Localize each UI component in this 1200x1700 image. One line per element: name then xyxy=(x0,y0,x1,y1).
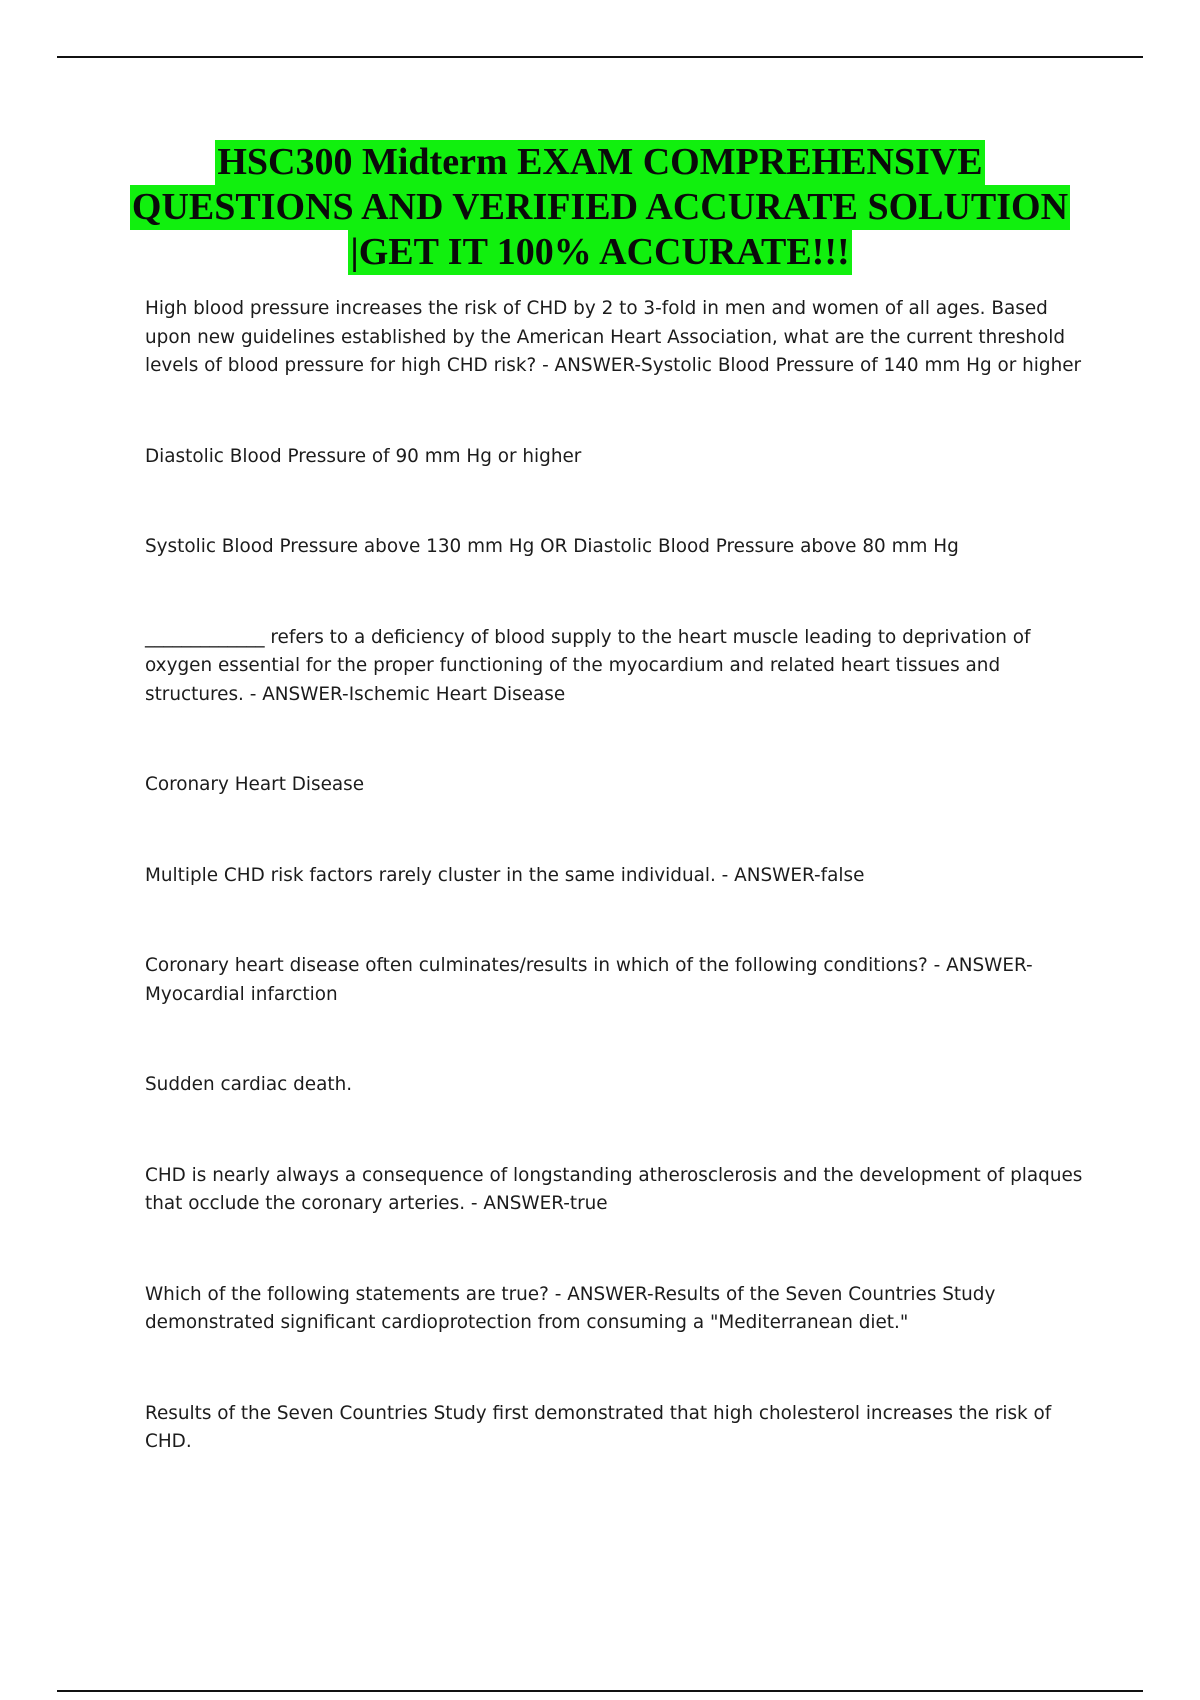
paragraph-2: Diastolic Blood Pressure of 90 mm Hg or higher xyxy=(145,445,582,467)
paragraph-10: Which of the following statements are true? - ANSWER-Results of the Seven Countries Study demonstrated significant cardioprotection from consuming a "Mediterranean diet." xyxy=(145,1283,996,1333)
paragraph-3: Systolic Blood Pressure above 130 mm Hg OR Diastolic Blood Pressure above 80 mm Hg xyxy=(145,536,959,557)
paragraph-9: CHD is nearly always a consequence of longstanding atherosclerosis and the development of plaques that occlude the coronary arteries. - ANSWER-true xyxy=(145,1164,1083,1214)
header-rule xyxy=(57,56,1143,58)
paragraph-5: Coronary Heart Disease xyxy=(145,774,365,795)
title-line-2: QUESTIONS AND VERIFIED ACCURATE SOLUTION xyxy=(131,186,1069,228)
footer-rule xyxy=(57,1690,1143,1692)
paragraph-4: _____________ refers to a deficiency of blood supply to the heart muscle leading to deprivation of oxygen essential for the proper functioning of the myocardium and related heart tissues and structures. - ANSWER-Ischemic Heart Disease xyxy=(145,626,1031,705)
title-line-1: HSC300 Midterm EXAM COMPREHENSIVE xyxy=(217,141,983,183)
title-line-3: |GET IT 100% ACCURATE!!! xyxy=(350,231,850,273)
document-body xyxy=(145,295,1095,1457)
paragraph-8: Sudden cardiac death. xyxy=(145,1074,353,1095)
paragraph-7: Coronary heart disease often culminates/results in which of the following conditions? - ANSWER-Myocardial infarction xyxy=(145,955,1033,1005)
paragraph-6: Multiple CHD risk factors rarely cluster in the same individual. - ANSWER-false xyxy=(145,864,865,886)
document-title xyxy=(60,140,1140,275)
paragraph-1: High blood pressure increases the risk of CHD by 2 to 3-fold in men and women of all ages. Based upon new guidelines established by the American Heart Association, what are the current threshold levels of blood pressure for high CHD risk? - ANSWER-Systolic Blood Pressure of 140 mm Hg or higher xyxy=(145,298,1082,376)
paragraph-11: Results of the Seven Countries Study first demonstrated that high cholesterol increases the risk of CHD. xyxy=(145,1402,1052,1452)
